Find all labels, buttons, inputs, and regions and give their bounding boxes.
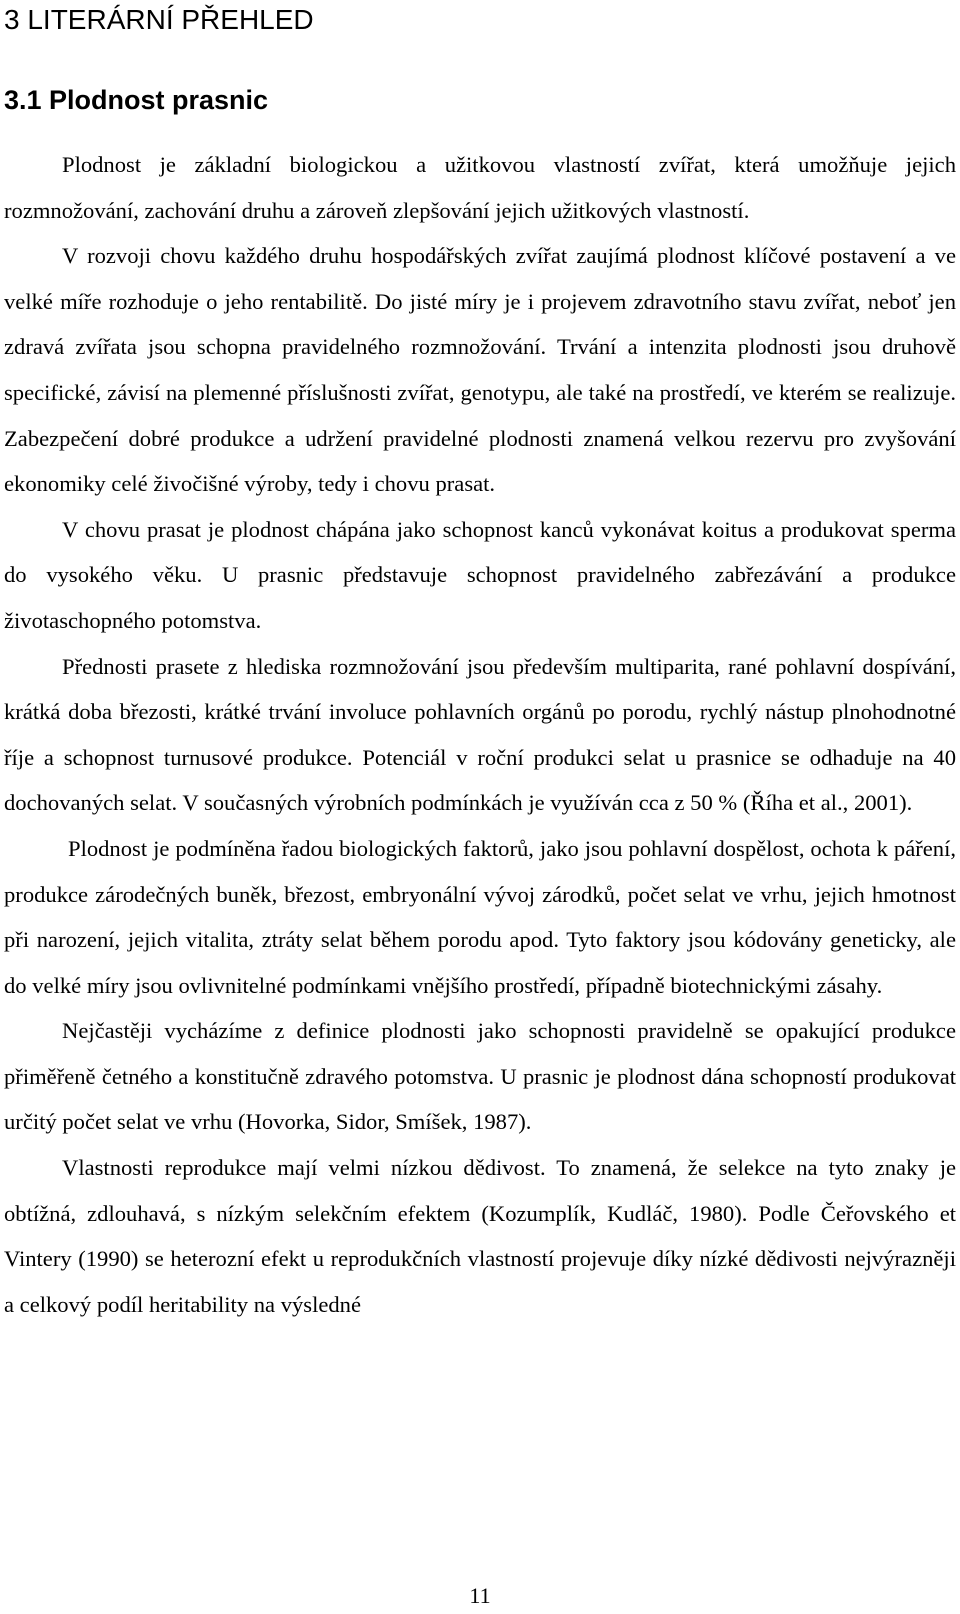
- paragraph: Plodnost je základní biologickou a užitkovou vlastností zvířat, která umožňuje jejich rozmnožování, zachování druhu a zároveň zlepšování jejich užitkových vlastností.: [4, 152, 956, 223]
- section-heading: 3.1 Plodnost prasnic: [4, 85, 269, 115]
- document-page: [4, 0, 956, 1614]
- chapter-heading: 3 LITERÁRNÍ PŘEHLED: [4, 4, 314, 35]
- paragraph: V rozvoji chovu každého druhu hospodářských zvířat zaujímá plodnost klíčové postavení a ve velké míře rozhoduje o jeho rentabilitě. Do jisté míry je i projevem zdravotního stavu zvířat, neboť jen zdravá zvířata jsou schopna pravidelného rozmnožování. Trvání a intenzita plodnosti jsou druhově specifické, závisí na plemenné příslušnosti zvířat, genotypu, ale také na prostředí, ve kterém se realizuje. Zabezpečení dobré produkce a udržení pravidelné plodnosti znamená velkou rezervu pro zvyšování ekonomiky celé živočišné výroby, tedy i chovu prasat.: [4, 243, 956, 497]
- paragraph: Přednosti prasete z hlediska rozmnožování jsou především multiparita, rané pohlavní dospívání, krátká doba březosti, krátké trvání involuce pohlavních orgánů po porodu, rychlý nástup plnohodnotné říje a schopnost turnusové produkce. Potenciál v roční produkci selat u prasnice se odhaduje na 40 dochovaných selat. V současných výrobních podmínkách je využíván cca z 50 % (Říha et al., 2001).: [4, 653, 956, 816]
- paragraph: Nejčastěji vycházíme z definice plodnosti jako schopnosti pravidelně se opakující produkce přiměřeně četného a konstitučně zdravého potomstva. U prasnic je plodnost dána schopností produkovat určitý počet selat ve vrhu (Hovorka, Sidor, Smíšek, 1987).: [4, 1018, 956, 1135]
- page-number: 11: [469, 1583, 491, 1608]
- paragraph: Plodnost je podmíněna řadou biologických faktorů, jako jsou pohlavní dospělost, ochota k páření, produkce zárodečných buněk, březost, embryonální vývoj zárodků, počet selat ve vrhu, jejich hmotnost při narození, jejich vitalita, ztráty selat během porodu apod. Tyto faktory jsou kódovány geneticky, ale do velké míry jsou ovlivnitelné podmínkami vnějšího prostředí, případně biotechnickými zásahy.: [4, 835, 956, 998]
- paragraph: V chovu prasat je plodnost chápána jako schopnost kanců vykonávat koitus a produkovat sperma do vysokého věku. U prasnic představuje schopnost pravidelného zabřezávání a produkce životaschopného potomstva.: [4, 516, 956, 633]
- paragraph: Vlastnosti reprodukce mají velmi nízkou dědivost. To znamená, že selekce na tyto znaky je obtížná, zdlouhavá, s nízkým selekčním efektem (Kozumplík, Kudláč, 1980). Podle Čeřovského et Vintery (1990) se heterozní efekt u reprodukčních vlastností projevuje díky nízké dědivosti nejvýrazněji a celkový podíl heritability na výsledné: [4, 1155, 956, 1317]
- body-text: [4, 142, 956, 1327]
